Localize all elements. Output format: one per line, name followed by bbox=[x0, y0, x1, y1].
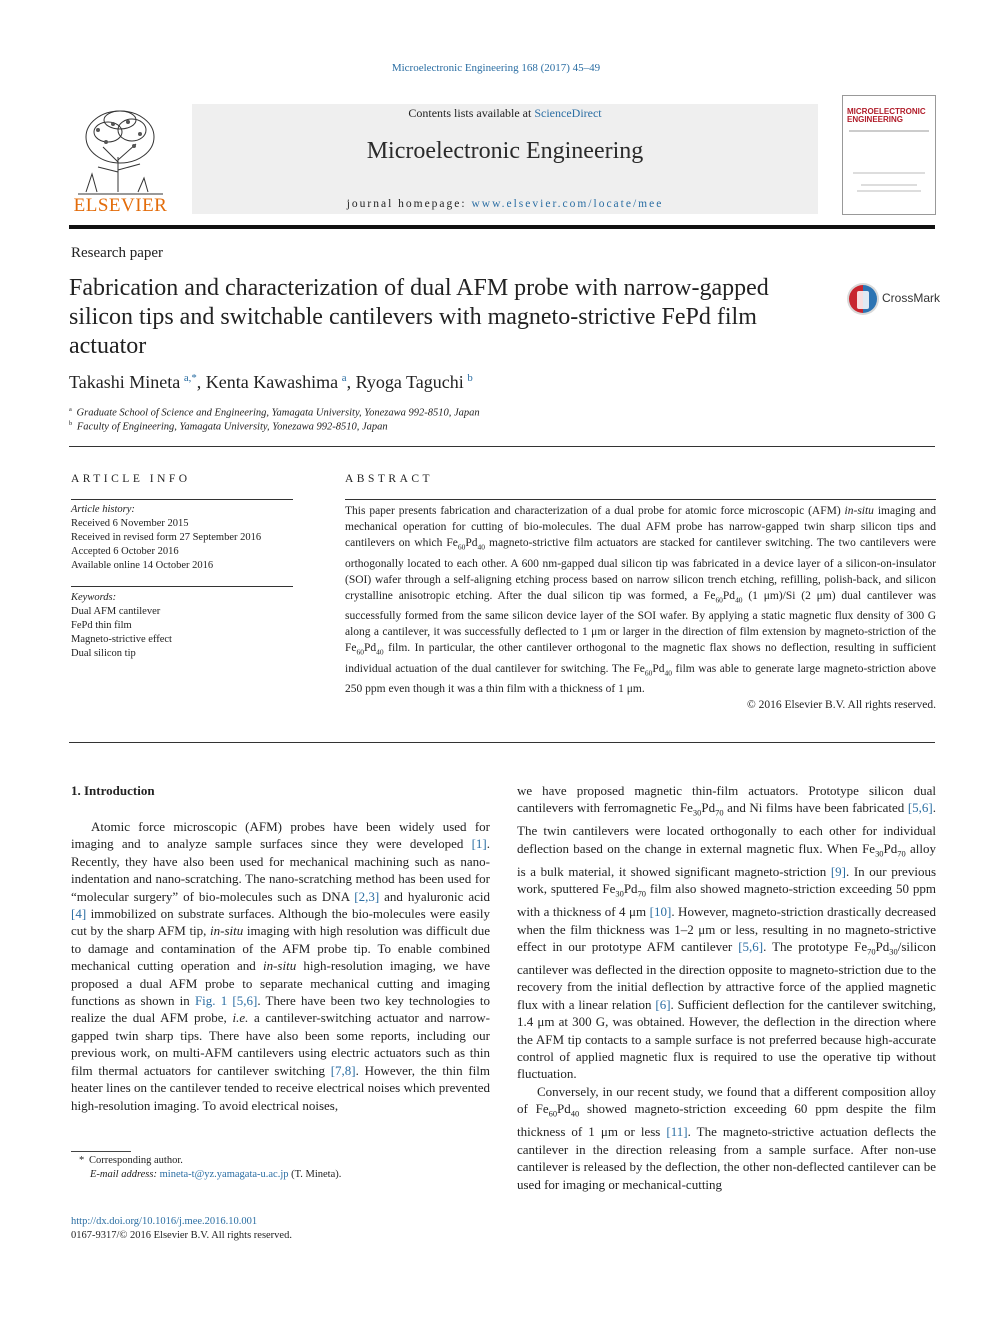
article-history: Article history: Received 6 November 2015 Received in revised form 27 September 2016 Accepted 6 October 2016 Available online 14 October 2016 bbox=[71, 504, 262, 571]
journal-cover-thumbnail[interactable] bbox=[842, 95, 936, 215]
article-type: Research paper bbox=[71, 245, 164, 261]
section-heading: 1. Introduction bbox=[71, 783, 155, 798]
citation-link[interactable]: [11] bbox=[666, 1124, 688, 1140]
divider bbox=[69, 446, 935, 447]
citation-link[interactable]: [4] bbox=[71, 906, 87, 922]
crossmark-icon bbox=[846, 282, 880, 316]
homepage-link[interactable]: www.elsevier.com/locate/mee bbox=[471, 198, 664, 210]
abstract-body bbox=[345, 503, 936, 713]
divider bbox=[71, 586, 293, 587]
citation-link[interactable]: [7,8] bbox=[330, 1062, 356, 1078]
email-link[interactable]: mineta-t@yz.yamagata-u.ac.jp bbox=[159, 1169, 289, 1180]
divider bbox=[71, 499, 293, 500]
footnote-rule bbox=[71, 1151, 131, 1152]
affiliation: $^b$ Faculty of Engineering, Yamagata University, Yonezawa 992-8510, Japan bbox=[69, 420, 388, 433]
author-list: Takashi Mineta $^{a,*}$, Kenta Kawashima $^a$, Ryoga Taguchi $^b$ bbox=[69, 372, 473, 392]
paragraph: Conversely, in our recent study, we found that a different composition alloy of $Fe_{60}Pd_{40}$ showed magneto-striction exceeding 60 ppm despite the film thickness of 1 μm or less [11]. The magneto-strictive actuation deflects the cantilever in the direction releasing from a sample surface. After non-use cantilever is released by the deflection, the other non-deflected cantilever can be used for imaging or mechanical-cutting bbox=[517, 1083, 936, 1192]
header-rule bbox=[69, 225, 935, 229]
citation-link[interactable]: [5,6] bbox=[907, 800, 933, 816]
sciencedirect-link[interactable]: ScienceDirect bbox=[534, 106, 602, 120]
citation-link[interactable]: [5,6] bbox=[232, 993, 258, 1009]
journal-title: Microelectronic Engineering bbox=[366, 138, 644, 164]
body-column-right bbox=[517, 782, 936, 1193]
abstract-text: This paper presents fabrication and characterization of a dual probe for atomic force microscopic (AFM) in-situ imaging and mechanical operation for cutting of bio-molecules. The dual AFM probe has narrow-gapped twin sharp silicon tips and cantilevers on which $Fe_{60}Pd_{40}$ magneto-strictive film actuators are stacked for cantilever switching. The two cantilevers were orthogonally located to each other. A 600 nm-gapped dual silicon tip was fabricated in a device layer of a silicon-on-insulator (SOI) wafer through a self-aligning etching process based on narrow silicon trench etching, refilling, polish-back, and silicon crystalline anisotropic etching. After the dual silicon tip was formed, a $Fe_{60}Pd_{40}$ (1 μm)/Si (2 μm) dual cantilever was successfully formed from the same silicon device layer of the SOI wafer. By applying a static magnetic flux density of 300 G along a cantilever, it was successfully deflected to 1 μm or larger in the direction of film extension by magneto-striction of the $Fe_{60}Pd_{40}$ film. In particular, the other cantilever orthogonal to the magnetic flax shows no deflection, resulting in sufficient individual actuation of the dual cantilever for switching. The $Fe_{60}Pd_{40}$ film was able to generate large magneto-striction above 250 ppm even though it was a thin film with a thickness of 1 μm. bbox=[345, 505, 937, 696]
citation-link[interactable]: [2,3] bbox=[354, 888, 380, 904]
author-name[interactable]: Kenta Kawashima bbox=[205, 372, 339, 392]
abstract-copyright: © 2016 Elsevier B.V. All rights reserved. bbox=[747, 699, 936, 712]
citation-link[interactable]: [6] bbox=[655, 996, 671, 1012]
keyword: Magneto-strictive effect bbox=[71, 634, 172, 645]
journal-homepage: journal homepage: www.elsevier.com/locate/mee bbox=[346, 198, 664, 210]
body-column-left bbox=[71, 818, 490, 1114]
divider bbox=[345, 499, 936, 500]
citation-link[interactable]: [1] bbox=[471, 836, 487, 852]
paragraph: we have proposed magnetic thin-film actuators. Prototype silicon dual cantilevers with ferromagnetic $Fe_{30}Pd_{70}$ and Ni films have been fabricated [5,6]. The twin cantilevers were located orthogonally to each other for individual deflection based on the change in external magnetic flux. When $Fe_{30}Pd_{70}$ alloy is a bulk material, it showed significant magneto-striction [9]. In our previous work, sputtered $Fe_{30}Pd_{70}$ film also showed magneto-striction exceeding 50 ppm with a thickness of 4 μm [10]. However, magneto-striction drastically decreased when the film thickness was 1–2 μm or less, resulting in no magneto-strictive effect in our prototype AFM cantilever [5,6]. The prototype $Fe_{70}Pd_{30}$/silicon cantilever was deflected in the direction opposite to magneto-striction due to the recovery from the initial deflection by attractive force of the applied magnetic flux with a linear relation [6]. Sufficient deflection for the cantilever switching, 1.4 μm at 300 G, was obtained. However, the deflection in the direction where the AFM tip contacts to a sample surface is not preferred because high-accurate control of applied magnetic flux is required to use the operative tip without fluctuation. bbox=[517, 783, 936, 1082]
divider bbox=[69, 742, 935, 743]
article-info-heading: ARTICLE INFO bbox=[71, 473, 191, 485]
paragraph: Atomic force microscopic (AFM) probes have been widely used for imaging and to analyze sample surfaces since they were developed [1]. Recently, they have also been used for mechanical machining such as nano-indentation and nano-scratching. The nano-scratching method has been used for “molecular surgery” of bio-molecules such as DNA [2,3] and hyaluronic acid [4] immobilized on substrate surfaces. Although the bio-molecules were easily cut by the sharp AFM tip, in-situ imaging with high resolution was difficult due to damage and contamination of the AFM probe tip. To enable combined mechanical cutting operation and in-situ high-resolution imaging, we have proposed a dual AFM probe to separate mechanical cutting and imaging functions as shown in Fig. 1 [5,6]. There have been two key technologies to realize the dual AFM probe, i.e. a cantilever-switching actuator and narrow-gapped twin sharp tips. There have also been some reports, including our previous work, on multi-AFM cantilevers using electric actuators such as thin film thermal actuators for cantilever switching [7,8]. However, the thin film heater lines on the cantilever tended to receive electrical noises which prevented high-resolution imaging. To avoid electrical noises, bbox=[71, 819, 490, 1113]
keyword: Dual AFM cantilever bbox=[71, 606, 161, 617]
abstract-heading: ABSTRACT bbox=[345, 473, 434, 485]
keyword: FePd thin film bbox=[71, 620, 132, 631]
citation-link[interactable]: [5,6] bbox=[738, 939, 764, 955]
elsevier-wordmark: ELSEVIER bbox=[73, 195, 168, 216]
crossmark-badge[interactable]: CrossMark bbox=[846, 282, 941, 316]
keywords: Keywords: Dual AFM cantilever FePd thin film Magneto-strictive effect Dual silicon tip bbox=[71, 591, 293, 661]
figure-link[interactable]: Fig. 1 bbox=[194, 993, 228, 1009]
author-name[interactable]: Takashi Mineta bbox=[69, 372, 181, 392]
citation-link[interactable]: [10] bbox=[649, 904, 672, 920]
citation-link[interactable]: [9] bbox=[830, 863, 846, 879]
contents-line: Contents lists available at ScienceDirect bbox=[408, 106, 602, 120]
journal-reference[interactable]: Microelectronic Engineering 168 (2017) 45–49 bbox=[391, 62, 601, 74]
doi-link[interactable]: http://dx.doi.org/10.1016/j.mee.2016.10.001 bbox=[71, 1216, 258, 1227]
affiliation: $^a$ Graduate School of Science and Engineering, Yamagata University, Yonezawa 992-8510, Japan bbox=[69, 406, 480, 419]
keyword: Dual silicon tip bbox=[71, 648, 136, 659]
doi-block: http://dx.doi.org/10.1016/j.mee.2016.10.001 0167-9317/© 2016 Elsevier B.V. All rights reserved. bbox=[71, 1216, 292, 1241]
footnote: * Corresponding author. E-mail address: mineta-t@yz.yamagata-u.ac.jp (T. Mineta). bbox=[79, 1155, 342, 1180]
author-name[interactable]: Ryoga Taguchi bbox=[355, 372, 464, 392]
paper-title: Fabrication and characterization of dual AFM probe with narrow-gapped silicon tips and switchable cantilevers with magneto-strictive FePd film actuator bbox=[69, 275, 769, 359]
elsevier-logo bbox=[68, 102, 173, 217]
cover-title: MICROELECTRONIC ENGINEERING bbox=[847, 107, 926, 124]
